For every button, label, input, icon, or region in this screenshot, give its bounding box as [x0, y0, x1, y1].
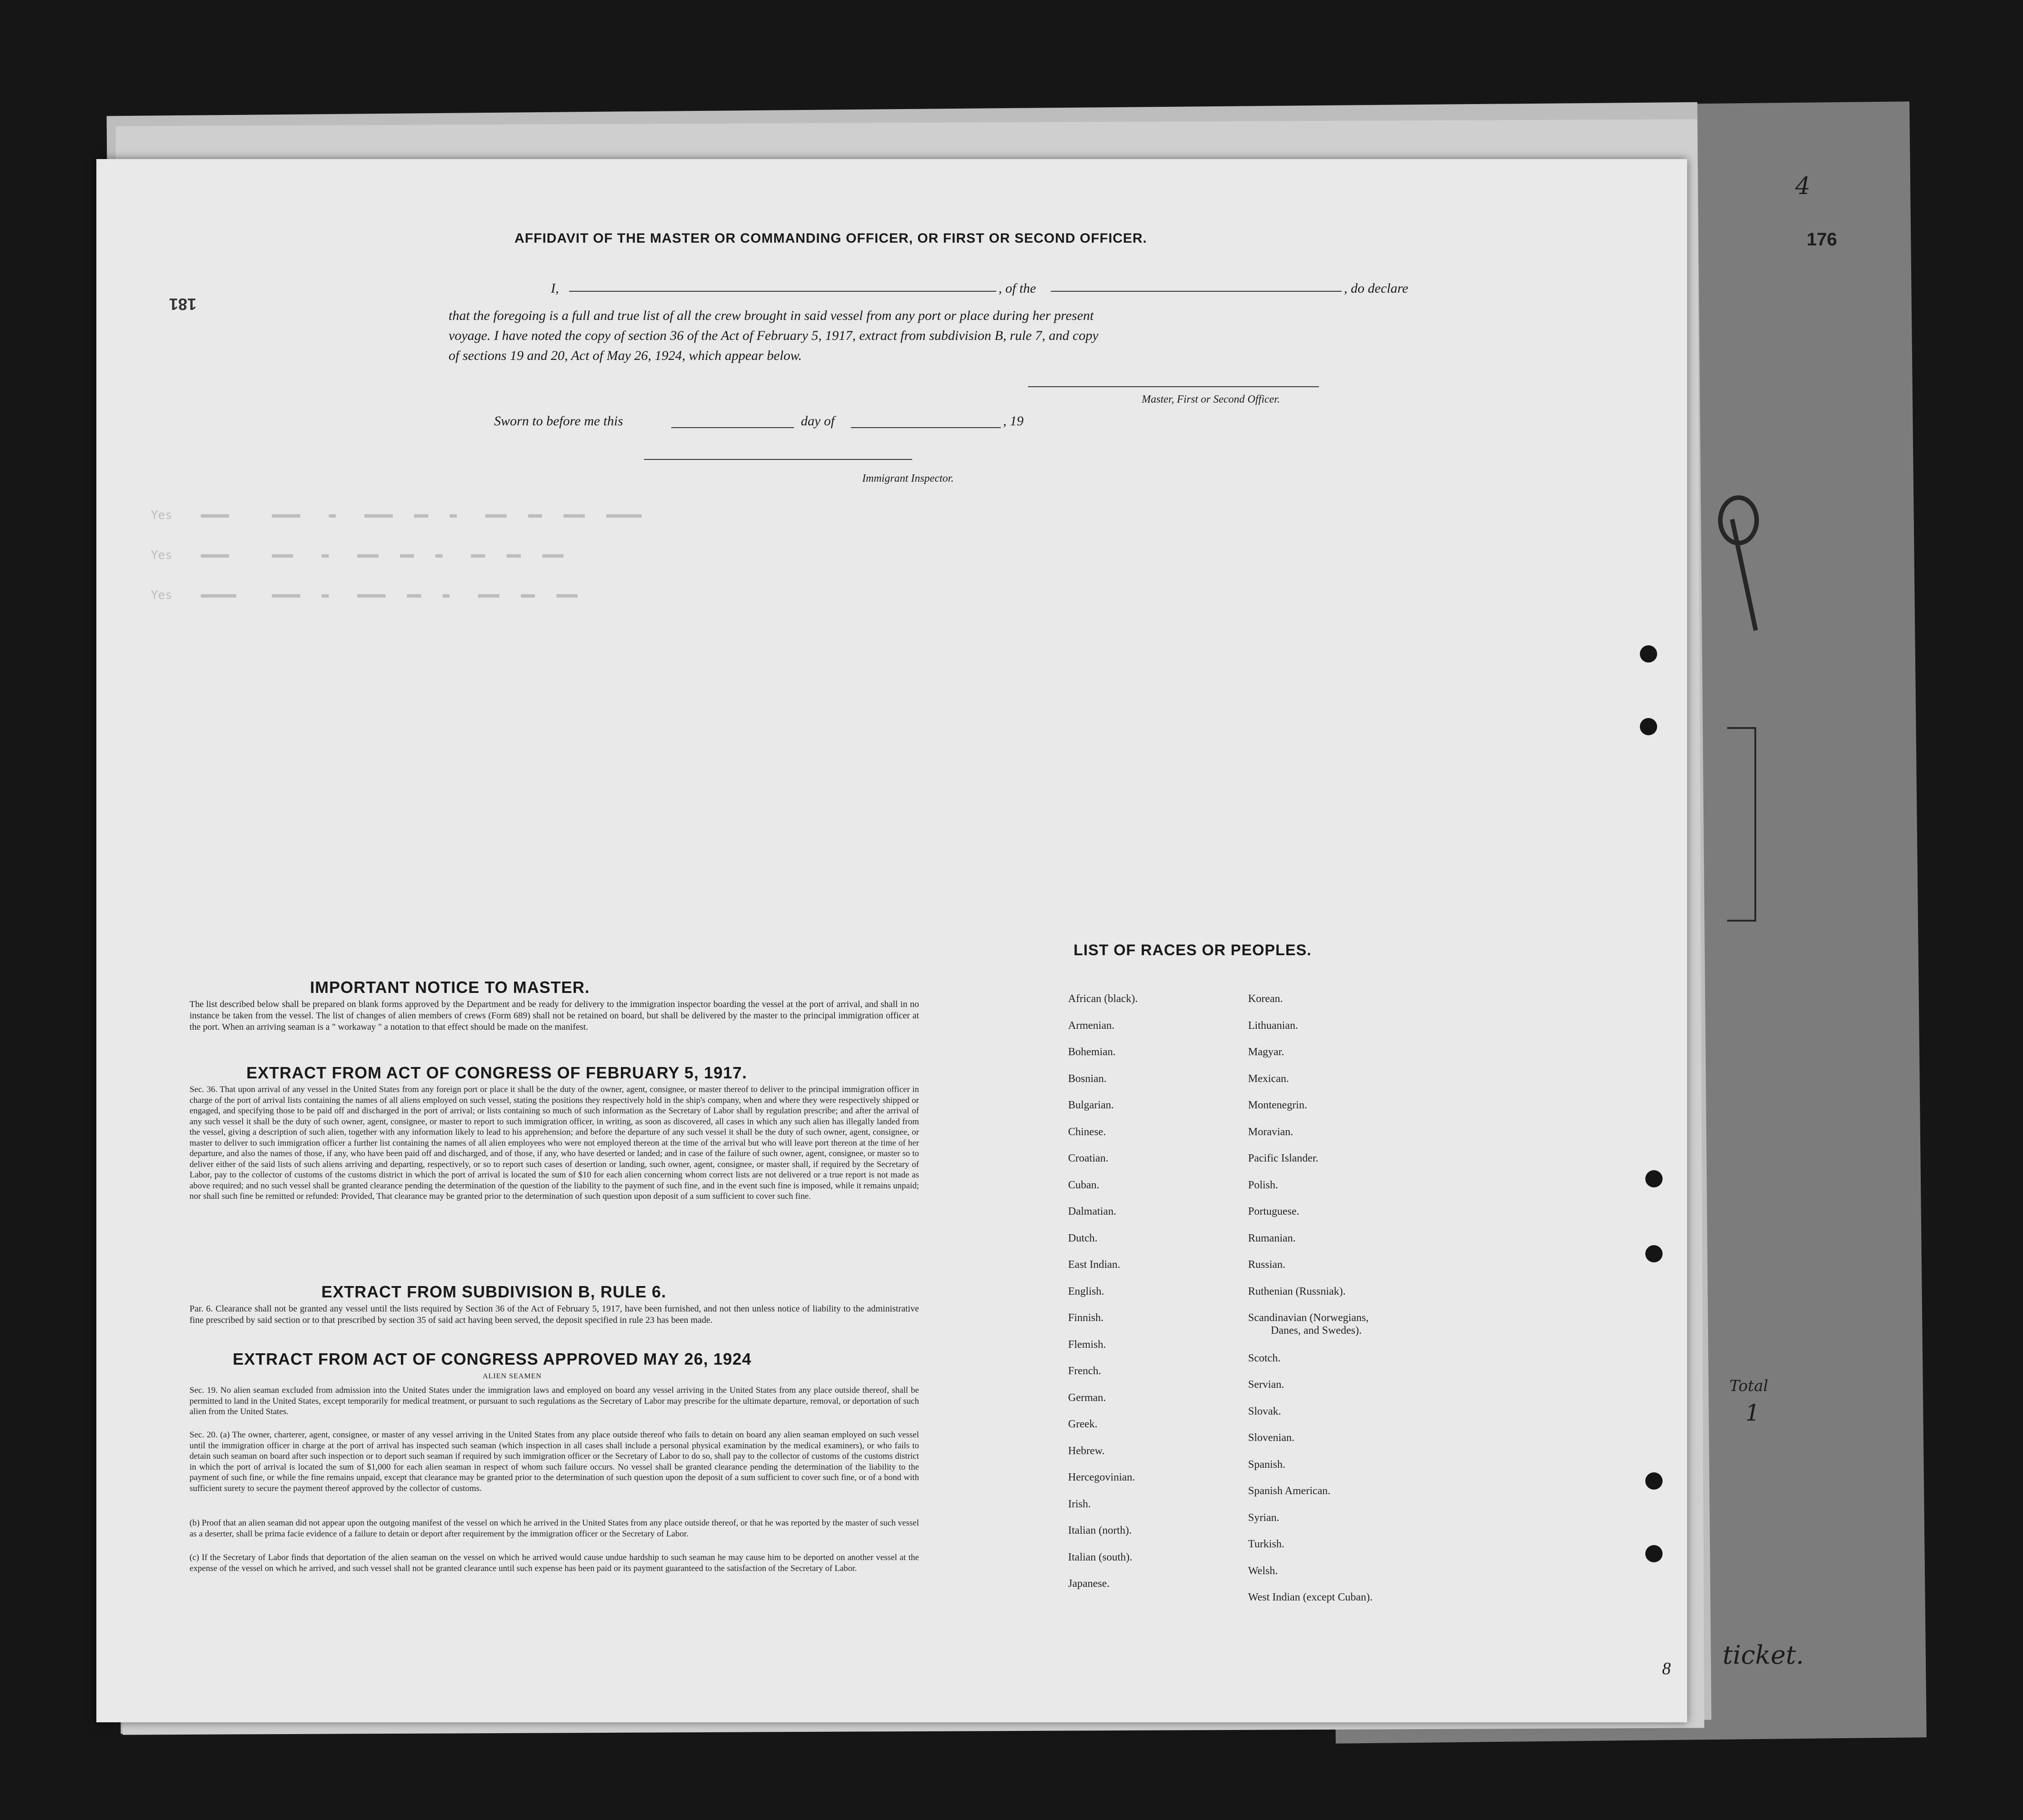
race-item: Welsh. [1248, 1565, 1278, 1577]
name-field[interactable] [569, 291, 996, 292]
race-item: Servian. [1248, 1379, 1284, 1391]
extract-1917-title: EXTRACT FROM ACT OF CONGRESS OF FEBRUARY 5, 1917. [246, 1063, 747, 1082]
race-item: Japanese. [1068, 1578, 1110, 1590]
race-item: Bohemian. [1068, 1046, 1116, 1058]
affidavit-body-line-3: of sections 19 and 20, Act of May 26, 1924, which appear below. [449, 348, 802, 363]
race-item: Dutch. [1068, 1232, 1098, 1244]
stamped-box-edge [1727, 727, 1756, 922]
race-item: English. [1068, 1285, 1104, 1297]
binder-hole [1645, 1472, 1663, 1490]
race-item: Croatian. [1068, 1152, 1109, 1164]
race-item: Irish. [1068, 1498, 1091, 1510]
affidavit-body-line-1: that the foregoing is a full and true list of all the crew brought in said vessel from any port or place during her present [449, 308, 1094, 323]
inspector-signature-field[interactable] [644, 459, 912, 460]
stamped-folio-number: 176 [1807, 229, 1837, 249]
extract-rule6-title: EXTRACT FROM SUBDIVISION B, RULE 6. [321, 1282, 667, 1301]
race-item: Ruthenian (Russniak). [1248, 1285, 1346, 1297]
affidavit-declare: , do declare [1344, 281, 1409, 296]
race-item: Slovenian. [1248, 1432, 1294, 1444]
race-item: Finnish. [1068, 1312, 1104, 1324]
extract-1924-sec19: Sec. 19. No alien seaman excluded from admission into the United States under the immigration laws and employed on board any vessel arriving in the United States from any place outside thereof, shall be permitted to land in the United States, except temporarily for medical treatment, or pursuant to such regulations as the Secretary of Labor may prescribe for the ultimate departure, removal, or deportation of such alien from the United States. [190, 1386, 919, 1416]
crew-list-form-page [96, 159, 1687, 1722]
pencil-folio-mark: 4 [1795, 173, 1811, 200]
race-item: Montenegrin. [1248, 1099, 1307, 1111]
sworn-month-field[interactable] [851, 427, 1001, 428]
margin-stamp-number: 181 [169, 295, 197, 314]
race-item: Lithuanian. [1248, 1019, 1298, 1032]
affidavit-title: AFFIDAVIT OF THE MASTER OR COMMANDING OFFICER, OR FIRST OR SECOND OFFICER. [514, 231, 1147, 246]
race-item: African (black). [1068, 993, 1138, 1005]
sworn-day-field[interactable] [671, 427, 794, 428]
master-caption: Master, First or Second Officer. [1142, 394, 1280, 405]
race-item: East Indian. [1068, 1259, 1120, 1271]
race-item: Danes, and Swedes). [1271, 1325, 1362, 1336]
race-item: Italian (south). [1068, 1551, 1133, 1563]
race-item: Russian. [1248, 1259, 1286, 1271]
extract-1924-title: EXTRACT FROM ACT OF CONGRESS APPROVED MAY 26, 1924 [233, 1350, 752, 1368]
race-item: Bulgarian. [1068, 1099, 1114, 1111]
affidavit-of-the: , of the [999, 281, 1036, 296]
year-text: , 19 [1003, 414, 1024, 429]
race-item: Armenian. [1068, 1019, 1114, 1032]
affidavit-i: I, [551, 281, 559, 296]
notice-title: IMPORTANT NOTICE TO MASTER. [310, 978, 590, 997]
race-item: French. [1068, 1365, 1101, 1377]
race-item: Korean. [1248, 993, 1283, 1005]
race-item: Portuguese. [1248, 1206, 1299, 1217]
race-item: Polish. [1248, 1179, 1279, 1191]
binder-hole [1640, 718, 1657, 735]
handwritten-bottom-mark: 8 [1662, 1659, 1671, 1678]
master-signature-field[interactable] [1028, 386, 1319, 387]
race-item: German. [1068, 1391, 1106, 1404]
binder-hole [1645, 1545, 1663, 1562]
race-item: Pacific Islander. [1248, 1152, 1319, 1164]
race-item: Turkish. [1248, 1538, 1284, 1550]
binder-hole [1645, 1170, 1663, 1187]
race-item: Slovak. [1248, 1405, 1281, 1417]
race-item: Scotch. [1248, 1352, 1281, 1364]
race-item: Bosnian. [1068, 1072, 1107, 1085]
race-item: Syrian. [1248, 1511, 1279, 1524]
race-item: Spanish American. [1248, 1485, 1331, 1497]
race-item: Rumanian. [1248, 1232, 1296, 1244]
affidavit-body-line-2: voyage. I have noted the copy of section 36 of the Act of February 5, 1917, extract from subdivision B, rule 7, and copy [449, 328, 1099, 343]
race-item: Hebrew. [1068, 1445, 1105, 1457]
binder-hole [1645, 1245, 1663, 1262]
extract-1924-subtitle: ALIEN SEAMEN [483, 1372, 542, 1380]
extract-1924-sec20a: Sec. 20. (a) The owner, charterer, agent, consignee, or master of any vessel arriving in the United States from any place outside thereof who fails to detain on board any alien seaman employed on such vessel until the immigration officer in charge at the port of arrival has inspected such seaman (which inspection in all cases shall include a personal physical examination by the medical examiners), or who fails to detain such seaman on board after such inspection or to deport such seaman if required by such immigration officer or the Secretary of Labor to do so, shall pay to the collector of customs of the customs district in which the port of arrival is located the sum of $1,000 for each alien seaman in respect of whom such failure occurs. No vessel shall be granted clearance pending the determination of the liability to the payment of such fine, or while the fine remains unpaid, except that clearance may be granted prior to the determination of such question upon the deposit of a sum sufficient to cover such fine, or of a bond with sufficient surety to secure the payment thereof approved by the collector of customs. [190, 1430, 919, 1493]
extract-1924-sec20b: (b) Proof that an alien seaman did not appear upon the outgoing manifest of the vessel on which he arrived in the United States from any place outside thereof, or that he was reported by the master of such vessel as a deserter, shall be prima facie evidence of a failure to detain or deport after requirement by the immigration officer or the Secretary of Labor. [190, 1518, 919, 1539]
handwritten-total-value: 1 [1745, 1400, 1760, 1426]
race-item: Flemish. [1068, 1338, 1106, 1351]
handwritten-ticket-note: ticket. [1723, 1640, 1804, 1670]
day-of-text: day of [801, 414, 835, 429]
race-item: Spanish. [1248, 1458, 1286, 1471]
races-title: LIST OF RACES OR PEOPLES. [1074, 942, 1312, 959]
inspector-caption: Immigrant Inspector. [862, 473, 954, 484]
race-item: Scandinavian (Norwegians, [1248, 1312, 1369, 1324]
extract-rule6-body: Par. 6. Clearance shall not be granted any vessel until the lists required by Section 36 of the Act of February 5, 1917, have been furnished, and not then unless notice of liability to the administrative fine prescribed by said section or to that prescribed by section 35 of said act having been served, the deposit specified in rule 23 has been made. [190, 1304, 919, 1325]
race-item: Mexican. [1248, 1072, 1289, 1085]
vessel-field[interactable] [1051, 291, 1342, 292]
race-item: Dalmatian. [1068, 1206, 1116, 1217]
binder-hole [1640, 645, 1657, 663]
bleed-through-text: Yes ▬▬▬▬ ▬▬▬▬ ▬ ▬▬▬▬ ▬▬ ▬ ▬▬▬ ▬▬ ▬▬▬ ▬▬▬▬▬ Yes ▬▬▬▬ ▬▬▬ ▬ ▬▬▬ ▬▬ ▬ ▬▬ ▬▬ ▬▬▬ Yes ▬▬▬▬▬ ▬▬▬▬ ▬ ▬▬▬▬ ▬▬ ▬ ▬▬▬ ▬▬ ▬▬▬ [151, 509, 642, 602]
race-item: Moravian. [1248, 1126, 1294, 1138]
notice-body: The list described below shall be prepared on blank forms approved by the Department and be ready for delivery to the immigration inspector boarding the vessel at the port of arrival, and shall in no instance be taken from the vessel. The list of changes of alien members of crews (Form 689) shall not be retained on board, but shall be delivered by the master to the principal immigration officer at the port. When an arriving seaman is a " workaway " a notation to that effect should be made on the manifest. [190, 999, 919, 1032]
race-item: Magyar. [1248, 1046, 1284, 1058]
race-item: West Indian (except Cuban). [1248, 1591, 1373, 1603]
race-item: Italian (north). [1068, 1525, 1132, 1536]
race-item: Cuban. [1068, 1179, 1099, 1191]
sworn-text: Sworn to before me this [494, 414, 623, 429]
extract-1917-body: Sec. 36. That upon arrival of any vessel in the United States from any foreign port or place it shall be the duty of the owner, agent, consignee, or master thereof to deliver to the principal immigration officer in charge of the port of arrival lists containing the names of all aliens employed on such vessel, stating the positions they respectively hold in the ship's company, when and where they were respectively shipped or engaged, and specifying those to be paid off and discharged in the port of arrival; or lists containing so much of such information as the Secretary of Labor shall by regulation prescribe; and after the arrival of any such vessel it shall be the duty of such owner, agent, consignee, or master to report to such immigration officer, in writing, as soon as discovered, all cases in which any such alien has illegally landed from the vessel, giving a description of such alien, together with any information likely to lead to his apprehension; and before the departure of any such vessel it shall be the duty of such owner, agent, consignee, or master to deliver to such immigration officer a further list containing the names of all alien employees who were not employed thereon at the time of the arrival but who will leave port thereon at the time of her departure, and also the names of those, if any, who have been paid off and discharged, and of those, if any, who have deserted or landed; and in case of the failure of such owner, agent, consignee, or master so to deliver either of the said lists of such aliens arriving and departing, respectively, or so to report such cases of desertion or landing, such owner, agent, consignee, or master shall, if required by the Secretary of Labor, pay to the collector of customs of the customs district in which the port of arrival is located the sum of $10 for each alien concerning whom correct lists are not delivered or a true report is not made as above required; and no such vessel shall be granted clearance pending the determination of the question of the liability to the payment of such fine, and in the event such fine is imposed, while it remains unpaid; nor shall such fine be remitted or refunded: Provided, That clearance may be granted prior to the determination of such question upon deposit of a sum sufficient to cover such fine. [190, 1085, 919, 1201]
race-item: Hercegovinian. [1068, 1471, 1135, 1483]
race-item: Chinese. [1068, 1126, 1106, 1138]
race-item: Greek. [1068, 1418, 1098, 1430]
handwritten-total-label: Total [1729, 1377, 1768, 1395]
extract-1924-sec20c: (c) If the Secretary of Labor finds that deportation of the alien seaman on the vessel on which he arrived would cause undue hardship to such seaman he may cause him to be deported on another vessel at the expense of the vessel on which he arrived, and such vessel shall not be granted clearance until such expense has been paid or its payment guaranteed to the satisfaction of the Secretary of Labor. [190, 1553, 919, 1573]
